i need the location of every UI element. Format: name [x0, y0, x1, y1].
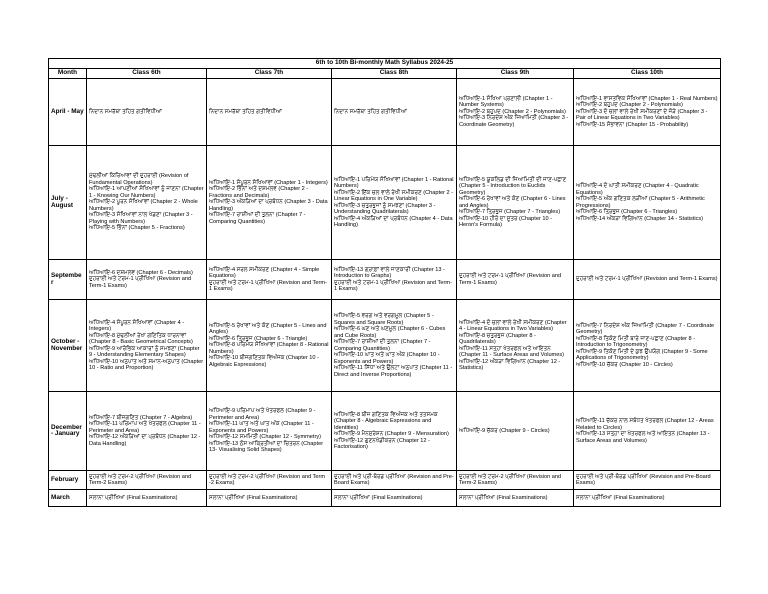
table-row — [49, 300, 721, 392]
chapter-entry: ਅਧਿਆਇ-2 ਪੂਰਨ ਸੰਖਿਆਵਾਂ (Chapter 2 - Whole Numbers) — [89, 199, 198, 212]
chapter-entry: ਦੁਹਰਾਈ ਅਤੇ ਟਰਮ-1 ਪ੍ਰੀਖਿਆ (Revision and Term-1 Exams) — [576, 276, 718, 283]
chapter-entry: ਅਧਿਆਇ-5 ਭਿੰਨਾਂ (Chapter 5 - Fractions) — [89, 225, 185, 232]
chapter-entry: ਦੁਹਰਾਈ ਅਤੇ ਟਰਮ-2 ਪ੍ਰੀਖਿਆ (Revision and Term -2 Exams) — [209, 473, 325, 486]
chapter-entry: ਅਧਿਆਇ-7 ਤ੍ਰਿਭੁਜ (Chapter 7 - Triangles) — [459, 209, 561, 215]
syllabus-cell — [207, 260, 332, 300]
table-row — [49, 490, 721, 507]
syllabus-cell — [87, 490, 207, 507]
chapter-entry: ਅਧਿਆਇ-12 ਅੰਕੜਾ ਵਿਗਿਆਨ (Chapter 12 - Statistics) — [459, 358, 561, 371]
syllabus-cell — [87, 146, 207, 260]
chapter-entry: ਅਧਿਆਇ-10 ਬੀਜਗਣਿਤਕ ਵਿਅੰਜਕ (Chapter 10 - Algebraic Expressions) — [209, 355, 319, 368]
header-class-6: Class 6th — [87, 69, 207, 79]
chapter-entry: ਅਧਿਆਇ-8 ਤਿਕੋਣ ਮਿਤੀ ਬਾਰੇ ਜਾਣ-ਪਛਾਣ (Chapter 8 - Introduction to Trigonometry) — [576, 335, 696, 349]
chapter-entry: ਅਧਿਆਇ-9 ਪਰਿਮਾਪ ਅਤੇ ਖੇਤਰਫਲ (Chapter 9 - Perimeter and Area) — [209, 408, 316, 421]
chapter-entry: ਅਧਿਆਇ-10 ਘਾਤ ਅਤੇ ਘਾਤ ਅੰਕ (Chapter 10 - Exponents and Powers) — [334, 352, 440, 365]
chapter-entry: ਅਧਿਆਇ-4 ਸਰਲ ਸਮੀਕਰਣ (Chapter 4 - Simple Equations) — [209, 266, 320, 279]
chapter-entry: ਅਧਿਆਇ-7 ਰਾਸ਼ੀਆਂ ਦੀ ਤੁਲਨਾ (Chapter 7 - Comparing Quantities) — [334, 339, 431, 352]
syllabus-cell — [87, 392, 207, 471]
chapter-entry: ਦੁਹਰਾਈ ਅਤੇ ਟਰਮ-2 ਪ੍ਰੀਖਿਆ (Revision and Term-2 Exams) — [459, 473, 562, 486]
syllabus-cell — [332, 392, 457, 471]
syllabus-cell — [87, 79, 207, 146]
syllabus-cell — [332, 490, 457, 507]
chapter-entry: ਅਧਿਆਇ-7 ਰਾਸ਼ੀਆਂ ਦੀ ਤੁਲਨਾ (Chapter 7 - Comparing Quantities) — [209, 212, 306, 225]
syllabus-cell — [207, 471, 332, 490]
chapter-entry: ਅਧਿਆਇ-14 ਅੰਕੜਾ ਵਿਗਿਆਨ (Chapter 14 - Statistics) — [576, 215, 704, 222]
chapter-entry: ਸਲਾਨਾ ਪ੍ਰੀਖਿਆ (Final Examinations) — [334, 494, 423, 501]
chapter-entry: ਅਧਿਆਇ-11 ਸਤ੍ਹਾ ਖੇਤਰਫਲ ਅਤੇ ਆਇਤਨ (Chapter 11 - Surface Areas and Volumes) — [459, 345, 564, 358]
chapter-entry: ਅਧਿਆਇ-10 ਹੀਰੋ ਦਾ ਸੂਤਰ (Chapter 10 - Heron's Formula) — [459, 215, 553, 228]
syllabus-cell — [207, 79, 332, 146]
syllabus-cell — [332, 79, 457, 146]
syllabus-cell — [574, 260, 721, 300]
chapter-entry: ਦੁਹਰਾਈ ਅਤੇ ਟਰਮ-1 ਪ੍ਰੀਖਿਆ (Revision and Term-1 Exams) — [334, 279, 452, 292]
chapter-entry: ਅਧਿਆਇ-9 ਮੈਨਸੁਰੇਸ਼ਨ (Chapter 9 - Mensuration) — [334, 431, 449, 437]
syllabus-cell — [87, 300, 207, 392]
syllabus-cell — [207, 392, 332, 471]
header-class-10: Class 10th — [574, 69, 721, 79]
chapter-entry: ਦੁਹਰਾਈ ਅਤੇ ਪ੍ਰੀ-ਬੋਰਡ ਪ੍ਰੀਖਿਆ (Revision and Pre-Board Exams) — [576, 473, 711, 486]
syllabus-cell — [457, 392, 574, 471]
chapter-entry: ਅਧਿਆਇ-2 ਬਹੁਪਦ (Chapter 2 - Polynomials) — [576, 102, 683, 109]
chapter-entry: ਅਧਿਆਇ-4 ਦੋ ਚਲਾਂ ਵਾਲੇ ਰੇਖੀ ਸਮੀਕਰਣ (Chapter 4 - Linear Equations in Two Variables) — [459, 319, 567, 332]
chapter-entry: ਅਧਿਆਇ-12 ਅੰਕੜਿਆਂ ਦਾ ਪ੍ਰਬੰਧਨ (Chapter 12 - Data Handling) — [89, 434, 201, 447]
chapter-entry: ਅਧਿਆਇ-3 ਸੰਖਿਆਵਾਂ ਨਾਲ ਖੇਡਣਾ (Chapter 3 - Playing with Numbers) — [89, 212, 193, 225]
month-cell: October - November — [49, 300, 87, 392]
chapter-entry: ਨਿਦਾਨ ਸਮਰੱਥਾ ਤਹਿਤ ਗਤੀਵਿਧੀਆਂ — [334, 108, 407, 115]
syllabus-cell — [574, 392, 721, 471]
chapter-entry: ਅਧਿਆਇ-1 ਸੰਪੂਰਨ ਸੰਖਿਆਵਾਂ (Chapter 1 - Integers) — [209, 179, 328, 186]
chapter-entry: ਅਧਿਆਇ-9 ਆਰੰਭਿਕ ਆਕਾਰਾਂ ਨੂੰ ਸਮਝਣਾ (Chapter 9 - Understanding Elementary Shapes) — [89, 345, 200, 358]
table-row — [49, 260, 721, 300]
syllabus-cell — [457, 260, 574, 300]
syllabus-cell — [87, 260, 207, 300]
chapter-entry: ਅਧਿਆਇ-6 ਘਣ ਅਤੇ ਘਣਮੂਲ (Chapter 6 - Cubes and Cube Roots) — [334, 326, 446, 339]
syllabus-cell — [332, 146, 457, 260]
chapter-entry: ਅਧਿਆਇ-2 ਭਿੰਨਾਂ ਅਤੇ ਦਸ਼ਮਲਵ (Chapter 2 - Fractions and Decimals) — [209, 186, 309, 199]
chapter-entry: ਅਧਿਆਇ-11 ਪਰਿਮਾਪ ਅਤੇ ਖੇਤਰਫਲ (Chapter 11 - Perimeter and Area) — [89, 421, 201, 434]
syllabus-cell — [457, 490, 574, 507]
chapter-entry: ਅਧਿਆਇ-5 ਰੇਖਾਵਾਂ ਅਤੇ ਕੋਣ (Chapter 5 - Lines and Angles) — [209, 322, 327, 336]
chapter-entry: ਦੁਹਰਾਈ ਅਤੇ ਪ੍ਰੀ-ਬੋਰਡ ਪ੍ਰੀਖਿਆ (Revision and Pre-Board Exams) — [334, 473, 454, 486]
month-cell: February — [49, 471, 87, 490]
syllabus-cell — [207, 146, 332, 260]
chapter-entry: ਅਧਿਆਇ-13 ਠੋਸ ਆਕ੍ਰਿਤੀਆਂ ਦਾ ਚਿਤਰਨ (Chapter 13- Visualising Solid Shapes) — [209, 440, 324, 454]
title-row — [49, 59, 721, 69]
chapter-entry: ਅਧਿਆਇ-9 ਤਿਕੋਣ ਮਿਤੀ ਦੇ ਕੁਝ ਉਪਯੋਗ (Chapter 9 - Some Applications of Trigonometry) — [576, 348, 708, 362]
chapter-entry: ਅਧਿਆਇ-5 ਵਰਗ ਅਤੇ ਵਰਗਮੂਲ (Chapter 5 - Squares and Square Roots) — [334, 313, 434, 326]
chapter-entry: ਅਧਿਆਇ-9 ਚੱਕਰ (Chapter 9 - Circles) — [459, 427, 550, 434]
chapter-entry: ਅਧਿਆਇ-12 ਸਮਮਿਤੀ (Chapter 12 - Symmetry) — [209, 434, 321, 441]
month-cell: September — [49, 260, 87, 300]
chapter-entry: ਅਧਿਆਇ-15 ਸੰਭਾਵਨਾ (Chapter 15 - Probability) — [576, 121, 689, 128]
syllabus-table — [48, 58, 721, 507]
header-class-7: Class 7th — [207, 69, 332, 79]
month-cell: March — [49, 490, 87, 507]
chapter-entry: ਅਧਿਆਇ-3 ਨਿਰਦੇਸ਼ ਅੰਕ ਜਿਆਮਿਤੀ (Chapter 3 - Coordinate Geometry) — [459, 115, 569, 128]
chapter-entry: ਅਧਿਆਇ-1 ਸੰਖਿਆ ਪ੍ਰਣਾਲੀ (Chapter 1 - Number Systems) — [459, 95, 553, 109]
chapter-entry: ਅਧਿਆਇ-3 ਚਤੁਰਭੁਜਾਂ ਨੂੰ ਸਮਝਣਾ (Chapter 3 - Understanding Quadrilaterals) — [334, 202, 436, 215]
chapter-entry: ਅਧਿਆਇ-8 ਚਤੁਰਭੁਜ (Chapter 8 - Quadrilaterals) — [459, 332, 536, 345]
chapter-entry: ਅਧਿਆਇ-11 ਸਿੱਧਾ ਅਤੇ ਉਲਟਾ ਅਨੁਪਾਤ (Chapter 11 - Direct and Inverse Proportions) — [334, 365, 453, 378]
syllabus-cell — [457, 300, 574, 392]
header-class-8: Class 8th — [332, 69, 457, 79]
syllabus-cell — [207, 300, 332, 392]
chapter-entry: ਅਧਿਆਇ-12 ਗੁਣਨਖੰਡੀਕਰਨ (Chapter 12 - Factorisation) — [334, 437, 430, 450]
syllabus-cell — [87, 471, 207, 490]
chapter-entry: ਨਿਦਾਨ ਸਮਰੱਥਾ ਤਹਿਤ ਗਤੀਵਿਧੀਆਂ — [89, 108, 162, 115]
syllabus-cell — [457, 146, 574, 260]
month-cell: July - August — [49, 146, 87, 260]
chapter-entry: ਅਧਿਆਇ-5 ਯੂਕਲਿਡ ਦੀ ਜਿਆਮਿਤੀ ਦੀ ਜਾਣ-ਪਛਾਣ (Chapter 5 - Introduction to Euclids Geometry) — [459, 176, 567, 196]
syllabus-cell — [574, 490, 721, 507]
chapter-entry: ਨਿਦਾਨ ਸਮਰੱਥਾ ਤਹਿਤ ਗਤੀਵਿਧੀਆਂ — [209, 108, 282, 115]
month-cell: April - May — [49, 79, 87, 146]
syllabus-cell — [332, 260, 457, 300]
syllabus-cell — [457, 471, 574, 490]
chapter-entry: ਦੁਹਰਾਈ ਅਤੇ ਟਰਮ-1 ਪ੍ਰੀਖਿਆ (Revision and Term-1 Exams) — [209, 279, 327, 292]
chapter-entry: ਦੁਹਰਾਈ ਅਤੇ ਟਰਮ-2 ਪ੍ਰੀਖਿਆ (Revision and Term-2 Exams) — [89, 473, 192, 486]
chapter-entry: ਅਧਿਆਇ-3 ਅੰਕੜਿਆਂ ਦਾ ਪ੍ਰਬੰਧਨ (Chapter 3 - Data Handling) — [209, 199, 328, 212]
chapter-entry: ਅਧਿਆਇ-6 ਤ੍ਰਿਭੁਜ (Chapter 6 - Triangles) — [576, 209, 678, 215]
chapter-entry: ਅਧਿਆਇ-1 ਪਰਿਮੇਯ ਸੰਖਿਆਵਾਂ (Chapter 1 - Rational Numbers) — [334, 176, 454, 189]
chapter-entry: ਅਧਿਆਇ-13 ਗ੍ਰਾਫ਼ਾਂ ਵਾਲੇ ਜਾਣਕਾਰੀ (Chapter 13 - Introduction to Graphs) — [334, 266, 445, 279]
header-class-9: Class 9th — [457, 69, 574, 79]
header-month: Month — [49, 69, 87, 79]
chapter-entry: ਅਧਿਆਇ-4 ਅੰਕੜਿਆਂ ਦਾ ਪ੍ਰਬੰਧਨ (Chapter 4 - Data Handling) — [334, 215, 453, 228]
chapter-entry: ਅਧਿਆਇ-3 ਦੋ ਚਲਾਂ ਵਾਲੇ ਰੇਖੀ ਸਮੀਕਰਣਾਂ ਦੇ ਜੋੜੇ (Chapter 3 - Pair of Linear Equations in Two Variables) — [576, 108, 708, 122]
chapter-entry: ਮੁੱਢਲੀਆਂ ਕਿਰਿਆਵਾਂ ਦੀ ਦੁਹਰਾਈ (Revision of Fundamental Operations) — [89, 173, 189, 186]
syllabus-cell — [574, 146, 721, 260]
table-row — [49, 471, 721, 490]
table-row — [49, 146, 721, 260]
chapter-entry: ਅਧਿਆਇ-4 ਸੰਪੂਰਨ ਸੰਖਿਆਵਾਂ (Chapter 4 - Integers) — [89, 319, 185, 332]
chapter-entry: ਅਧਿਆਇ-8 ਮੁੱਢਲੀਆਂ ਰੇਖਾ ਗਣਿਤਿਕ ਧਾਰਨਾਵਾਂ (Chapter 8 - Basic Geometrical Concepts) — [89, 332, 193, 345]
syllabus-cell — [574, 300, 721, 392]
chapter-entry: ਅਧਿਆਇ-6 ਰੇਖਾਵਾਂ ਅਤੇ ਕੋਣ (Chapter 6 - Lines and Angles) — [459, 196, 566, 209]
syllabus-cell — [574, 79, 721, 146]
chapter-entry: ਅਧਿਆਇ-7 ਬੀਜਗਣਿਤ (Chapter 7 - Algebra) — [89, 414, 193, 421]
chapter-entry: ਅਧਿਆਇ-7 ਨਿਰਦੇਸ਼ ਅੰਕ ਜਿਆਮਿਤੀ (Chapter 7 - Coordinate Geometry) — [576, 322, 715, 336]
chapter-entry: ਦੁਹਰਾਈ ਅਤੇ ਟਰਮ-1 ਪ੍ਰੀਖਿਆ (Revision and Term-1 Exams) — [89, 276, 192, 289]
chapter-entry: ਸਲਾਨਾ ਪ੍ਰੀਖਿਆ (Final Examinations) — [209, 494, 298, 501]
chapter-entry: ਅਧਿਆਇ-6 ਤ੍ਰਿਭੁਜ (Chapter 6 - Triangle) — [209, 335, 308, 342]
chapter-entry: ਅਧਿਆਇ-5 ਅੰਕ ਗਣਿਤਕ ਲੜੀਆਂ (Chapter 5 - Arithmetic Progressions) — [576, 196, 705, 209]
table-title: 6th to 10th Bi-monthly Math Syllabus 2024-25 — [49, 59, 721, 69]
chapter-entry: ਅਧਿਆਇ-11 ਚੱਕਰ ਨਾਲ ਸਬੰਧਤ ਖੇਤਰਫਲ (Chapter 12 - Areas Related to Circles) — [576, 418, 714, 431]
chapter-entry: ਅਧਿਆਇ-8 ਪਰਿਮੇਯ ਸੰਖਿਆਵਾਂ (Chapter 8 - Rational Numbers) — [209, 342, 329, 355]
chapter-entry: ਸਲਾਨਾ ਪ੍ਰੀਖਿਆ (Final Examinations) — [576, 494, 665, 501]
header-row — [49, 69, 721, 79]
chapter-entry: ਅਧਿਆਇ-13 ਸਤ੍ਹਾ ਦਾ ਖੇਤਰਫਲ ਅਤੇ ਆਇਤਨ (Chapter 13 - Surface Areas and Volumes) — [576, 431, 710, 444]
month-cell: December - January — [49, 392, 87, 471]
table-row — [49, 79, 721, 146]
chapter-entry: ਅਧਿਆਇ-6 ਦਸ਼ਮਲਵ (Chapter 6 - Decimals) — [89, 269, 193, 276]
chapter-entry: ਅਧਿਆਇ-10 ਚੱਕਰ (Chapter 10 - Circles) — [576, 361, 673, 368]
chapter-entry: ਅਧਿਆਇ-8 ਬੀਜ ਗਣਿਤਕ ਵਿਅੰਜਕ ਅਤੇ ਤਤਸਮਕ (Chapter 8 - Algebraic Expressions and Identities) — [334, 411, 438, 431]
syllabus-cell — [332, 300, 457, 392]
chapter-entry: ਅਧਿਆਇ-11 ਘਾਤ ਅਤੇ ਘਾਤ ਅੰਕ (Chapter 11 - Exponents and Powers) — [209, 421, 314, 434]
chapter-entry: ਅਧਿਆਇ-4 ਦੋ ਘਾਤੀ ਸਮੀਕਰਣ (Chapter 4 - Quadratic Equations) — [576, 183, 699, 196]
chapter-entry: ਅਧਿਆਇ-1 ਆਪਣੀਆਂ ਸੰਖਿਆਵਾਂ ਨੂੰ ਜਾਣਨਾ (Chapter 1 - Knowing Our Numbers) — [89, 186, 204, 199]
chapter-entry: ਅਧਿਆਇ-2 ਇੱਕ ਚਲ ਵਾਲੇ ਰੇਖੀ ਸਮੀਕਰਣ (Chapter 2 - Linear Equations in One Variable) — [334, 189, 454, 202]
chapter-entry: ਸਲਾਨਾ ਪ੍ਰੀਖਿਆ (Final Examinations) — [89, 494, 178, 501]
syllabus-cell — [207, 490, 332, 507]
chapter-entry: ਅਧਿਆਇ-2 ਬਹੁਪਦ (Chapter 2 - Polynomials) — [459, 108, 566, 115]
syllabus-cell — [332, 471, 457, 490]
syllabus-cell — [457, 79, 574, 146]
syllabus-cell — [574, 471, 721, 490]
syllabus-body — [49, 79, 721, 507]
table-row — [49, 392, 721, 471]
chapter-entry: ਸਲਾਨਾ ਪ੍ਰੀਖਿਆ (Final Examinations) — [459, 494, 548, 501]
chapter-entry: ਦੁਹਰਾਈ ਅਤੇ ਟਰਮ-1 ਪ੍ਰੀਖਿਆ (Revision and Term-1 Exams) — [459, 273, 562, 286]
chapter-entry: ਅਧਿਆਇ-1 ਵਾਸਤਵਿਕ ਸੰਖਿਆਵਾਂ (Chapter 1 - Real Numbers) — [576, 95, 718, 102]
chapter-entry: ਅਧਿਆਇ-10 ਅਨੁਪਾਤ ਅਤੇ ਸਮਾਨ-ਅਨੁਪਾਤ (Chapter 10 - Ratio and Proportion) — [89, 358, 204, 371]
